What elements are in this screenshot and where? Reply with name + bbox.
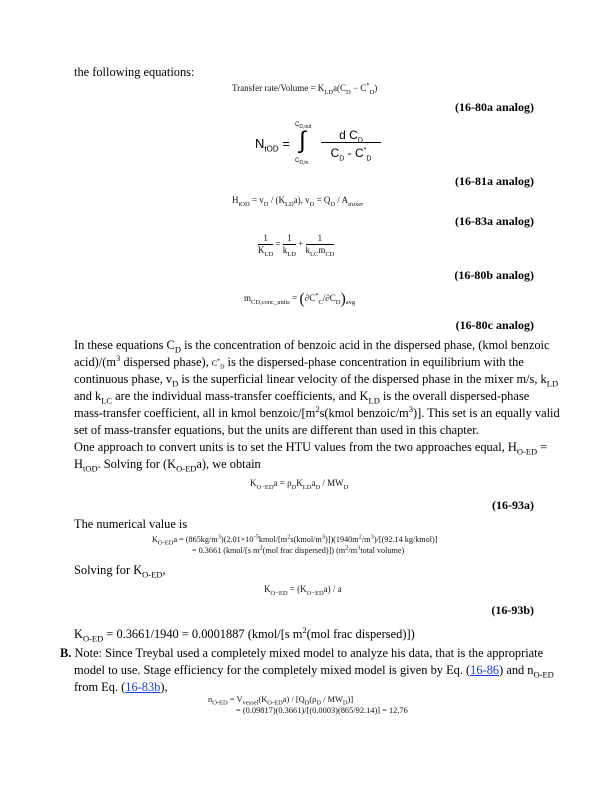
equation-koed-a: $K_{O-ED}a = \rho_DK_{LD}a_D / MW_D$ [250, 478, 349, 491]
para2-line1: One approach to convert units is to set the HTU values from the two approaches equal, $H_{O-ED}$ = [74, 440, 548, 457]
para1-line2: $acid)/(m^3$ dispersed phase), $C^*_D$ is the dispersed-phase concentration in equilibrium with the [74, 352, 524, 371]
equation-label-16-93b: (16-93b) [491, 603, 534, 617]
result-text: $K_{O-ED} = 0.3661/1940 = 0.0001887$ (kmol/[s $m^2(mol$ frac dispersed)]) [74, 624, 415, 644]
integral-lower-limit: $C_{D,in}$ [295, 158, 309, 167]
equation-label-16-80b: (16-80b analog) [454, 268, 534, 282]
para2-line2: $H_{tOD}$. Solving for $(K_{O-ED}a)$, we obtain [74, 457, 261, 474]
equation-kld: $\frac{1}{K_{LD}}$ = $\frac{1}{k_{LD}}$ + $\frac{1}{k_{LC}m_{CD}}$ [258, 233, 335, 258]
para1-line4: and $k_{LC}$ are the individual mass-transfer coefficients, and $K_{LD}$ is the overall dispersed-phase [74, 389, 530, 406]
equation-htod: $H_{tOD} = v_D / (K_{LD}a)$, $v_D = Q_D / A_{mixer}$ [232, 195, 364, 208]
numerical-line2: = 0.3661 (kmol/[s $m^2(mol$ frac dispersed)]) ($m^2/m^3total$ volume) [192, 544, 405, 555]
equation-label-16-81a: (16-81a analog) [455, 174, 534, 188]
link-eq-16-86[interactable]: 16-86 [470, 663, 500, 677]
equation-label-16-80c: (16-80c analog) [455, 318, 534, 332]
numerical-line1: $K_{O-ED}a$ = $(865kg/m^3)(2.01\times 10^{-5}kmol/[m^2s(kmol/m^3)])(1940m^2/m^3)/[(92.14$ kg/kmol)] [152, 533, 438, 547]
para1-line6: set of mass-transfer equations, but the units are different than used in this chapter. [74, 423, 479, 437]
noed-line2: = (0.09817)(0.3661)/[(0.0003)(865/92.14)] = 12.76 [236, 706, 408, 715]
equation-noed [208, 694, 408, 716]
section-b-marker: B. [60, 646, 72, 660]
equation-label-16-80a: (16-80a analog) [455, 100, 534, 114]
section-b-line1: B. Note: Since Treybal used a completely mixed model to analyze his data, that is the appropriate [60, 646, 544, 660]
ntod-lhs: $N_{tOD}$ = [255, 136, 290, 154]
noed-line1: $n_{O-ED} = V_{vessel}(K_{O-ED}a) / [Q_D(\rho_D / MW_D)]$ [208, 695, 354, 707]
numerical-value-text: The numerical value is [74, 517, 188, 531]
ntod-denominator: $C_D - C^*_D$ [330, 146, 372, 163]
para1-line5: mass-transfer coefficient, all in kmol benzoic/[$m^2s(kmol$ benzoic/$m^3$)]. This set is an equally valid [74, 403, 560, 420]
para1-line3: continuous phase, $v_D$ is the superficial linear velocity of the dispersed phase in the mixer m/s, $k_{LD}$ [74, 372, 559, 389]
section-b-line3: from Eq. (16-83b), [74, 680, 168, 694]
equation-label-16-83a: (16-83a analog) [455, 214, 534, 228]
equation-mcd: $m_{CD,conc\_units} = (\partial C^*_C/\partial C_D)_{avg}$ [244, 290, 356, 308]
equation-transfer-rate: Transfer rate/Volume = $K_{LD}a(C_D - C^*_D)$ [232, 82, 378, 96]
integral-sign: ∫ [299, 127, 306, 154]
equation-ntod [255, 122, 375, 168]
integral-upper-limit: $C_{D,out}$ [295, 122, 312, 131]
equation-koed: $K_{O-ED} = (K_{O-ED}a) / a$ [264, 584, 342, 597]
ntod-numerator: d $C_D$ [321, 128, 381, 143]
solving-for-text: Solving for $K_{O-ED}$, [74, 563, 166, 580]
para1-line1: In these equations $C_D$ is the concentration of benzoic acid in the dispersed phase, (kmol benzoic [74, 338, 550, 355]
equation-label-16-93a: (16-93a) [492, 498, 534, 512]
equation-numerical-value [152, 534, 437, 556]
section-b-line2: model to use. Stage efficiency for the completely mixed model is given by Eq. (16-86) and $n_{O-ED}$ [74, 663, 554, 680]
link-eq-16-83b[interactable]: 16-83b [125, 680, 161, 694]
intro-text: the following equations: [74, 65, 195, 79]
